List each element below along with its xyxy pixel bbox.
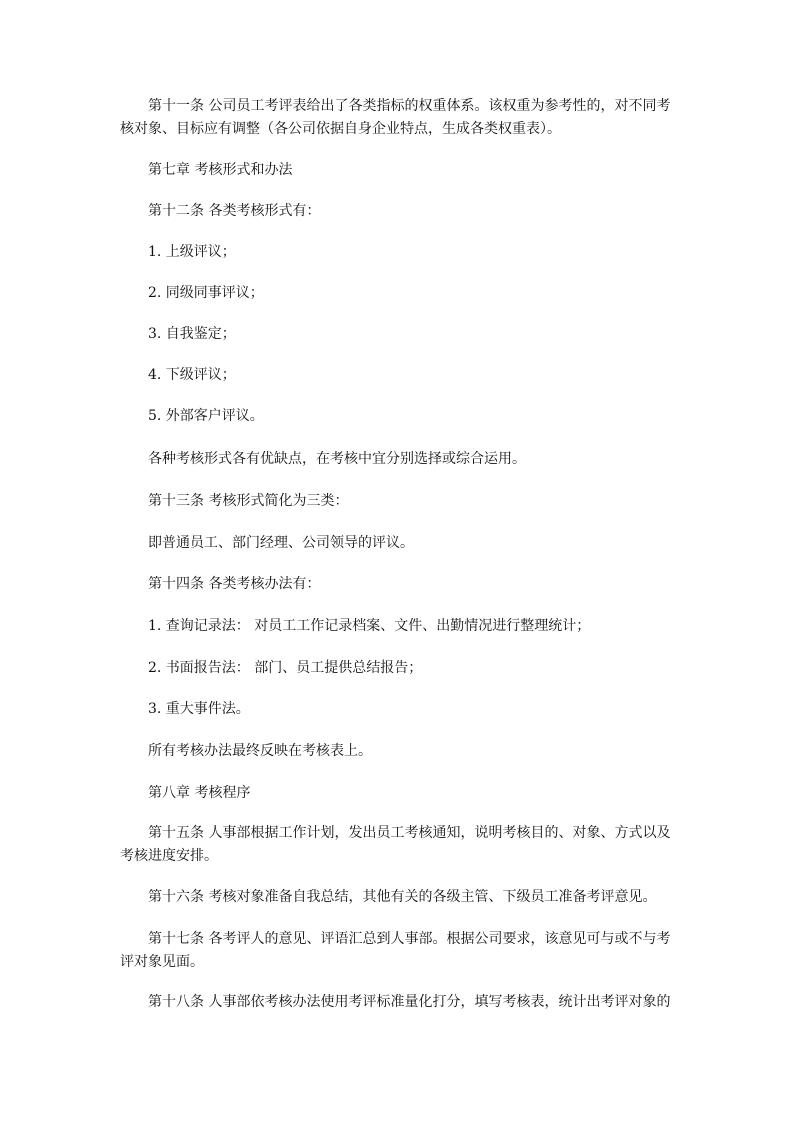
paragraph-forms-summary: 各种考核形式各有优缺点，在考核中宜分别选择或综合运用。 bbox=[148, 451, 526, 467]
paragraph-article-12: 第十二条 各类考核形式有： bbox=[148, 203, 321, 219]
paragraph-article-15: 第十五条 人事部根据工作计划，发出员工考核通知，说明考核目的、对象、方式以及考核进度安排。 bbox=[120, 825, 671, 864]
list-item-3: 3. 自我鉴定； bbox=[148, 326, 236, 342]
paragraph-article-11: 第十一条 公司员工考评表给出了各类指标的权重体系。该权重为参考性的，对不同考核对象、目标应有调整（各公司依据自身企业特点，生成各类权重表）。 bbox=[120, 98, 671, 137]
paragraph-article-13: 第十三条 考核形式简化为三类： bbox=[148, 493, 349, 509]
list-item-4: 4. 下级评议； bbox=[148, 367, 236, 383]
method-item-3: 3. 重大事件法。 bbox=[148, 701, 250, 717]
method-item-2: 2. 书面报告法： 部门、员工提供总结报告； bbox=[148, 660, 423, 676]
paragraph-three-categories: 即普通员工、部门经理、公司领导的评议。 bbox=[148, 535, 414, 551]
chapter-7-heading: 第七章 考核形式和办法 bbox=[148, 162, 293, 178]
paragraph-methods-summary: 所有考核办法最终反映在考核表上。 bbox=[148, 743, 372, 759]
paragraph-article-16: 第十六条 考核对象准备自我总结，其他有关的各级主管、下级员工准备考评意见。 bbox=[148, 889, 657, 905]
paragraph-article-18: 第十八条 人事部依考核办法使用考评标准量化打分，填写考核表，统计出考评对象的 bbox=[148, 994, 671, 1010]
list-item-1: 1. 上级评议； bbox=[148, 244, 236, 260]
list-item-2: 2. 同级同事评议； bbox=[148, 285, 264, 301]
paragraph-article-14: 第十四条 各类考核办法有： bbox=[148, 576, 321, 592]
paragraph-article-17: 第十七条 各考评人的意见、评语汇总到人事部。根据公司要求，该意见可与或不与考评对象见面。 bbox=[120, 931, 671, 970]
method-item-1: 1. 查询记录法： 对员工工作记录档案、文件、出勤情况进行整理统计； bbox=[148, 618, 591, 634]
chapter-8-heading: 第八章 考核程序 bbox=[148, 785, 251, 801]
list-item-5: 5. 外部客户评议。 bbox=[148, 408, 264, 424]
